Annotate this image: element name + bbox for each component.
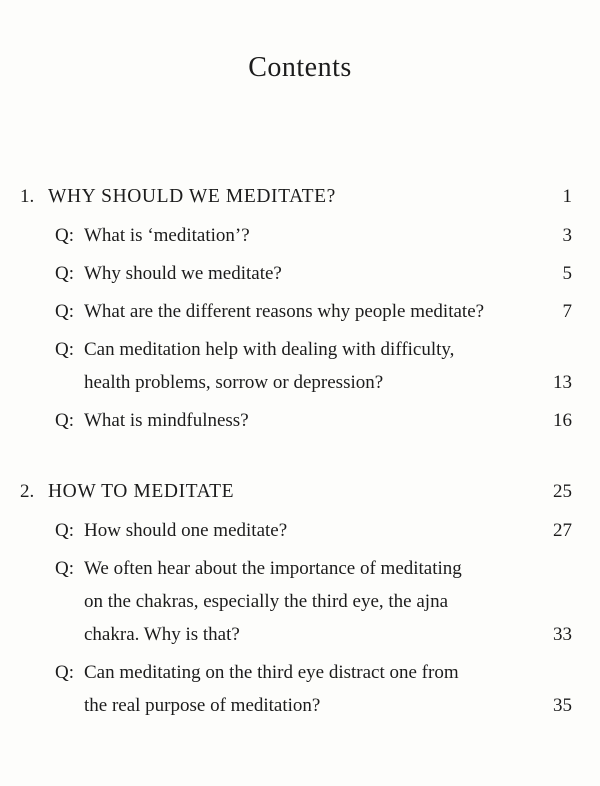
q-label: Q: <box>55 662 74 683</box>
question-text: Can meditating on the third eye distract one from <box>84 662 459 683</box>
toc-entry <box>20 514 572 547</box>
section-heading-row <box>20 180 572 213</box>
toc-entry <box>20 257 572 290</box>
q-label: Q: <box>55 410 74 431</box>
section-number: 1. <box>20 186 35 207</box>
q-label: Q: <box>55 301 74 322</box>
question-text: What is ‘meditation’? <box>84 225 250 246</box>
section-page-number: 1 <box>562 186 572 207</box>
section-page-number: 25 <box>553 481 572 502</box>
toc-entry <box>20 333 572 399</box>
entry-page-number: 33 <box>553 624 572 645</box>
entry-page-number: 5 <box>562 263 572 284</box>
toc-entry <box>20 656 572 722</box>
question-text: Why should we meditate? <box>84 263 282 284</box>
question-text: How should one meditate? <box>84 520 288 541</box>
entry-page-number: 3 <box>562 225 572 246</box>
entry-page-number: 16 <box>553 410 572 431</box>
toc-entry <box>20 404 572 437</box>
toc-section-2 <box>20 475 572 722</box>
question-text: What is mindfulness? <box>84 410 249 431</box>
section-title: WHY SHOULD WE MEDITATE? <box>48 186 336 207</box>
entry-page-number: 35 <box>553 695 572 716</box>
page-title: Contents <box>248 52 352 83</box>
question-text-continuation: on the chakras, especially the third eye, the ajna <box>84 591 449 612</box>
question-text: We often hear about the importance of meditating <box>84 558 462 579</box>
toc-entry <box>20 295 572 328</box>
section-heading-row <box>20 475 572 508</box>
entry-page-number: 7 <box>562 301 572 322</box>
toc-entry <box>20 219 572 252</box>
q-label: Q: <box>55 263 74 284</box>
q-label: Q: <box>55 558 74 579</box>
q-label: Q: <box>55 339 74 360</box>
section-number: 2. <box>20 481 35 502</box>
question-text: What are the different reasons why people meditate? <box>84 301 485 322</box>
toc-entry <box>20 552 572 651</box>
q-label: Q: <box>55 225 74 246</box>
toc-section-1 <box>20 180 572 437</box>
entry-page-number: 27 <box>553 520 572 541</box>
question-text-continuation: chakra. Why is that? <box>84 624 240 645</box>
entry-page-number: 13 <box>553 372 572 393</box>
table-of-contents <box>20 180 572 722</box>
question-text-continuation: health problems, sorrow or depression? <box>84 372 384 393</box>
q-label: Q: <box>55 520 74 541</box>
section-title: HOW TO MEDITATE <box>48 481 235 502</box>
question-text-continuation: the real purpose of meditation? <box>84 695 321 716</box>
question-text: Can meditation help with dealing with difficulty, <box>84 339 455 360</box>
